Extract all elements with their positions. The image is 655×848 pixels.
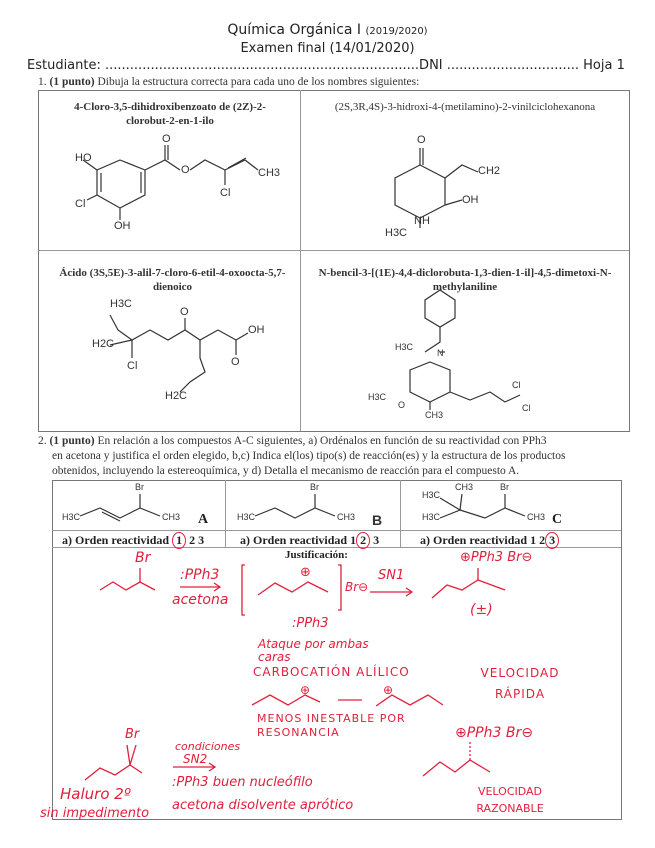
student-line	[27, 58, 625, 73]
hw-carbocation: CARBOCATIÓN ALÍLICO	[253, 665, 410, 679]
atom-label: Cl	[512, 380, 521, 390]
hw-hindrance-note: sin impedimento	[40, 806, 150, 821]
hw-plus: ⊕	[383, 683, 394, 697]
atom-label: H2C	[92, 338, 115, 350]
atom-label: CH3	[425, 410, 444, 420]
hw-solvent-note: acetona disolvente aprótico	[172, 798, 354, 813]
atom-label: H2C	[165, 390, 188, 402]
atom-label: CH3	[337, 512, 356, 522]
atom-label: CH3	[527, 512, 546, 522]
hw-nucleophile-note: :PPh3 buen nucleófilo	[172, 775, 313, 790]
order-label: a) Orden reactividad	[420, 533, 528, 547]
order-label: a) Orden reactividad	[62, 533, 170, 547]
compound-name-3: Ácido (3S,5E)-3-alil-7-cloro-6-etil-4-oxoocta-5,7-dienoico	[59, 267, 286, 293]
atom-label: Br	[500, 482, 509, 492]
hw-br: Br	[135, 550, 151, 566]
atom-label: CH3	[455, 482, 474, 492]
option-selected[interactable]: 1	[172, 532, 186, 549]
hw-speed-a: VELOCIDAD RÁPIDA	[480, 666, 560, 701]
q-line: En relación a los compuestos A-C siguientes, a) Ordénalos en función de su reactividad con PPh3	[97, 435, 547, 447]
atom-label: CH2	[478, 165, 501, 177]
course-year: (2019/2020)	[365, 26, 428, 37]
hw-product-a: ⊕PPh3 Br⊖	[460, 550, 533, 565]
atom-label: Cl	[127, 360, 138, 372]
atom-label: CH3	[258, 167, 281, 179]
option[interactable]: 2	[189, 533, 196, 547]
hw-attack-nu: :PPh3	[292, 616, 329, 631]
atom-label: H3C	[237, 512, 256, 522]
q-number: 1.	[38, 76, 47, 88]
justification-label: Justificación:	[285, 549, 348, 561]
hw-racemic: (±)	[470, 602, 493, 618]
order-label: a) Orden reactividad	[240, 533, 348, 547]
question-1-table	[38, 90, 630, 432]
atom-label: OH	[248, 324, 265, 336]
hw-conditions: condiciones	[175, 740, 241, 753]
option-selected[interactable]: 2	[356, 532, 370, 549]
atom-label: O	[231, 356, 240, 368]
q-points: (1 punto)	[49, 76, 95, 88]
atom-label: H3C	[110, 298, 133, 310]
hw-sn1: SN1	[378, 568, 405, 583]
divider	[300, 90, 301, 431]
atom-label: CH3	[162, 512, 181, 522]
atom-label: O	[180, 306, 189, 318]
sheet-number: Hoja 1	[583, 58, 625, 73]
atom-label: OH	[114, 220, 131, 232]
hw-product-b: ⊕PPh3 Br⊖	[455, 725, 533, 741]
option[interactable]: 1	[530, 533, 537, 547]
atom-label: Cl	[522, 403, 531, 413]
atom-label: O	[181, 164, 190, 176]
order-a	[62, 532, 204, 549]
hw-br: Br	[125, 727, 140, 742]
question-2-prompt	[38, 434, 638, 479]
option[interactable]: 2	[539, 533, 546, 547]
question-1-prompt	[38, 75, 419, 90]
atom-label: Cl	[220, 187, 231, 199]
atom-label: H3C	[62, 512, 81, 522]
q-points: (1 punto)	[49, 435, 95, 447]
hw-attack-note: Ataque por ambas caras	[258, 637, 369, 664]
compound-letter-c: C	[552, 512, 563, 527]
hw-resonance-note: MENOS INESTABLE POR RESONANCIA	[257, 712, 406, 739]
divider	[52, 530, 621, 531]
divider	[38, 250, 629, 251]
atom-label: N	[437, 348, 444, 358]
course-name: Química Orgánica I	[227, 22, 362, 38]
atom-label: H3C	[395, 342, 414, 352]
q-number: 2.	[38, 435, 47, 447]
order-c	[420, 532, 559, 549]
exam-title: Examen final (14/01/2020)	[240, 41, 415, 56]
student-field: Estudiante: ............................................................................DNI ................................	[27, 58, 584, 73]
option[interactable]: 3	[198, 533, 205, 547]
atom-label: HO	[75, 152, 92, 164]
option-selected[interactable]: 3	[545, 532, 559, 549]
divider	[225, 480, 226, 547]
atom-label: O	[417, 134, 426, 146]
q-text: Dibuja la estructura correcta para cada uno de los nombres siguientes:	[97, 76, 420, 88]
atom-label: Br	[135, 482, 144, 492]
atom-label: H3C	[385, 227, 408, 239]
atom-label: NH	[414, 215, 430, 227]
compound-name-1: 4-Cloro-3,5-dihidroxibenzoato de (2Z)-2-clorobut-2-en-1-ilo	[74, 101, 266, 127]
compound-letter-b: B	[372, 512, 383, 528]
q-line: en acetona y justifica el orden elegido, b,c) Indica el(los) tipo(s) de reacción(es) y la estructura de los productos	[52, 450, 566, 462]
hw-plus: ⊕	[300, 683, 311, 697]
hw-halide-note: Haluro 2º	[60, 785, 131, 803]
compound-name-2: (2S,3R,4S)-3-hidroxi-4-(metilamino)-2-vinilciclohexanona	[334, 101, 596, 113]
order-b	[240, 532, 379, 549]
hw-reagent: :PPh3	[180, 567, 220, 583]
option[interactable]: 1	[350, 533, 357, 547]
atom-label: Br	[310, 482, 319, 492]
hw-plus: ⊕	[300, 565, 311, 580]
atom-label: OH	[462, 194, 479, 206]
atom-label: H3C	[368, 392, 387, 402]
hw-solvent: acetona	[172, 592, 229, 608]
atom-label: Cl	[75, 198, 86, 210]
compound-name-4: N-bencil-3-[(1E)-4,4-diclorobuta-1,3-dien-1-il]-4,5-dimetoxi-N-methylaniline	[318, 267, 612, 293]
atom-label: H3C	[422, 490, 441, 500]
compound-letter-a: A	[198, 512, 209, 527]
atom-label: O	[398, 400, 406, 410]
hw-speed-b: VELOCIDAD RAZONABLE	[476, 785, 544, 815]
option[interactable]: 3	[373, 533, 380, 547]
hw-sn2: SN2	[183, 752, 208, 766]
course-title	[0, 22, 655, 38]
q-line: obtenidos, incluyendo la estereoquímica, y d) Detalla el mecanismo de reacción para el compuesto A.	[52, 465, 520, 477]
divider	[400, 480, 401, 547]
hw-br-anion: Br⊖	[345, 580, 369, 594]
atom-label: O	[162, 133, 171, 145]
atom-label: H3C	[422, 512, 441, 522]
